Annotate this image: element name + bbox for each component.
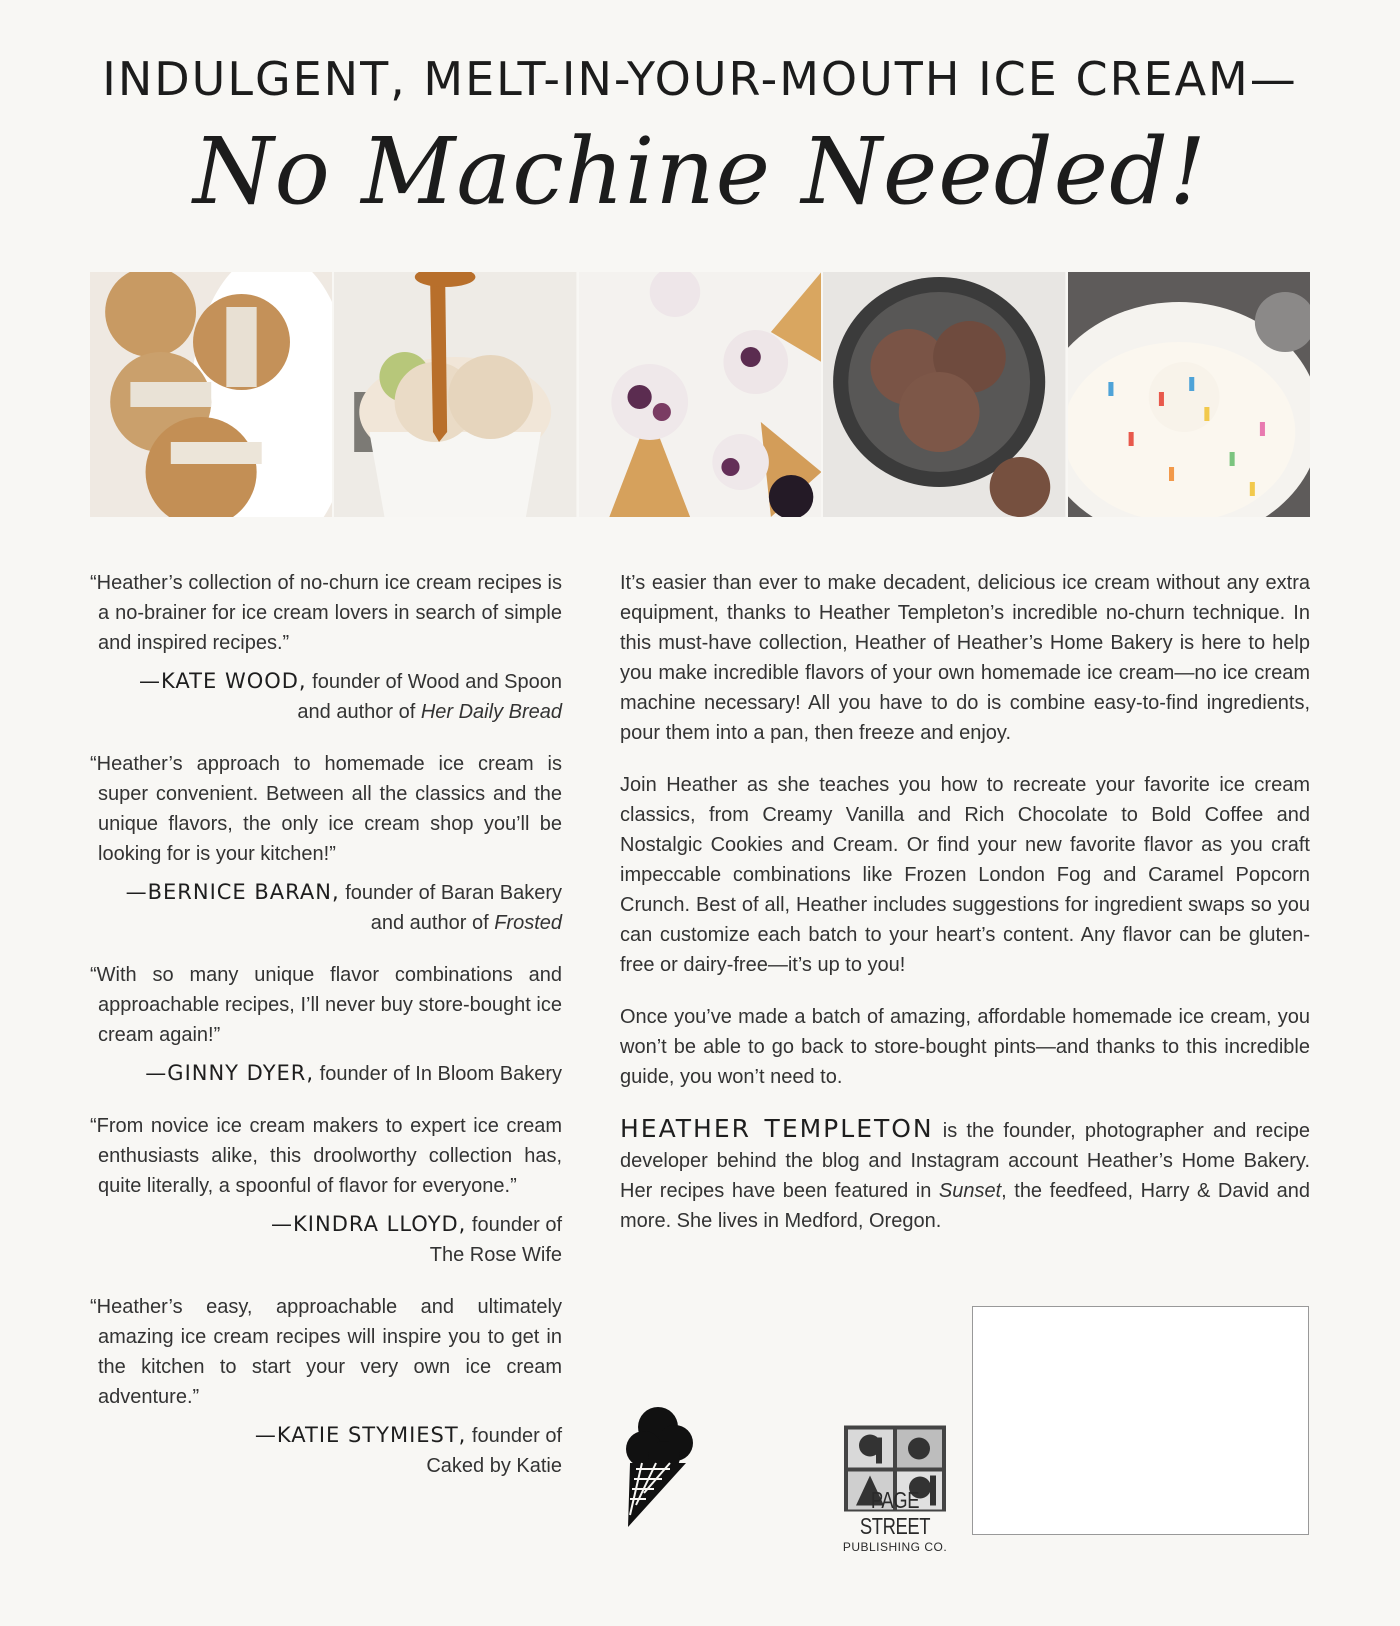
testimonial (90, 568, 562, 727)
testimonial (90, 960, 562, 1089)
book-description (620, 568, 1310, 1258)
barcode-box (972, 1306, 1309, 1535)
attribution-name: —KINDRA LLOYD, (271, 1212, 467, 1236)
testimonial-attribution (90, 1058, 562, 1089)
photo-strip (90, 272, 1310, 517)
ice-cream-cone-icon (620, 1405, 700, 1530)
sprinkle-ice-cream-photo (1068, 272, 1310, 517)
caramel-apple-ice-cream-photo (334, 272, 576, 517)
publisher-name (842, 1487, 948, 1555)
attribution-book-title: Frosted (494, 912, 562, 934)
attribution-line1: founder of Wood and Spoon (306, 671, 562, 693)
testimonial (90, 749, 562, 938)
publisher-line1: PAGE STREET (859, 1487, 931, 1539)
chocolate-ice-cream-photo (823, 272, 1065, 517)
testimonial-attribution (90, 877, 562, 938)
attribution-line1: founder of In Bloom Bakery (314, 1063, 562, 1085)
attribution-line2: Caked by Katie (426, 1455, 562, 1477)
testimonial (90, 1111, 562, 1270)
attribution-line1: founder of (466, 1214, 562, 1236)
attribution-line1: founder of Baran Bakery (339, 882, 562, 904)
attribution-name: —GINNY DYER, (145, 1061, 315, 1085)
bio-text: is the founder, photographer and recipe developer behind the blog and Instagram account Heather’s Home Bakery. Her recipes have been featured in (620, 1120, 1310, 1202)
testimonial (90, 1292, 562, 1481)
author-name: HEATHER TEMPLETON (620, 1114, 934, 1143)
attribution-name: —KATE WOOD, (139, 669, 307, 693)
attribution-line2: and author of (370, 912, 495, 934)
attribution-book-title: Her Daily Bread (420, 701, 562, 723)
description-paragraph: Join Heather as she teaches you how to recreate your favorite ice cream classics, from Creamy Vanilla and Rich Chocolate to Bold Coffee and Nostalgic Cookies and Cream. Or find your new favorite flavor as you craft impeccable combinations like Frozen London Fog and Caramel Popcorn Crunch. Best of all, Heather includes suggestions for ingredient swaps so you can customize each batch to your heart’s content. Any flavor can be gluten-free or dairy-free—it’s up to you! (620, 774, 1310, 976)
testimonial-quote: “Heather’s collection of no-churn ice cream recipes is a no-brainer for ice cream lovers in search of simple and inspired recipes.” (90, 572, 562, 654)
testimonial-attribution (90, 1420, 562, 1481)
testimonial-quote: “From novice ice cream makers to expert ice cream enthusiasts alike, this droolworthy collection has, quite literally, a spoonful of flavor for everyone.” (90, 1115, 562, 1197)
bio-publication: Sunset (938, 1180, 1002, 1202)
attribution-line2: and author of (297, 701, 421, 723)
testimonial-quote: “Heather’s easy, approachable and ultimately amazing ice cream recipes will inspire you to get in the kitchen to start your very own ice cream adventure.” (90, 1296, 562, 1408)
description-paragraph: It’s easier than ever to make decadent, delicious ice cream without any extra equipment, thanks to Heather Templeton’s incredible no-churn technique. In this must-have collection, Heather of Heather’s Home Bakery is here to help you make incredible flavors of your own homemade ice cream—no ice cream machine necessary! All you have to do is combine easy-to-find ingredients, pour them into a pan, then freeze and enjoy. (620, 572, 1310, 744)
testimonial-attribution (90, 666, 562, 727)
ice-cream-sandwich-photo (90, 272, 332, 517)
bio-text-end: , the feedfeed, Harry & David and more. She lives in Medford, Oregon. (620, 1180, 1310, 1232)
attribution-name: —KATIE STYMIEST, (254, 1423, 467, 1447)
testimonial-quote: “With so many unique flavor combinations and approachable recipes, I’ll never buy store-bought ice cream again!” (90, 964, 562, 1046)
author-bio (620, 1114, 1310, 1236)
description-paragraph: Once you’ve made a batch of amazing, affordable homemade ice cream, you won’t be able to go back to store-bought pints—and thanks to this incredible guide, you won’t need to. (620, 1006, 1310, 1088)
attribution-name: —BERNICE BARAN, (125, 880, 340, 904)
attribution-line2: The Rose Wife (429, 1244, 562, 1266)
headline: INDULGENT, MELT-IN-YOUR-MOUTH ICE CREAM— (102, 52, 1298, 106)
testimonial-attribution (90, 1209, 562, 1270)
attribution-line1: founder of (466, 1425, 562, 1447)
publisher-line2: PUBLISHING CO. (842, 1540, 948, 1554)
testimonials (90, 568, 562, 1503)
blueberry-cone-photo (579, 272, 821, 517)
script-subtitle: No Machine Needed! (193, 118, 1207, 225)
testimonial-quote: “Heather’s approach to homemade ice cream is super convenient. Between all the classics and the unique flavors, the only ice cream shop you’ll be looking for is your kitchen!” (90, 753, 562, 865)
